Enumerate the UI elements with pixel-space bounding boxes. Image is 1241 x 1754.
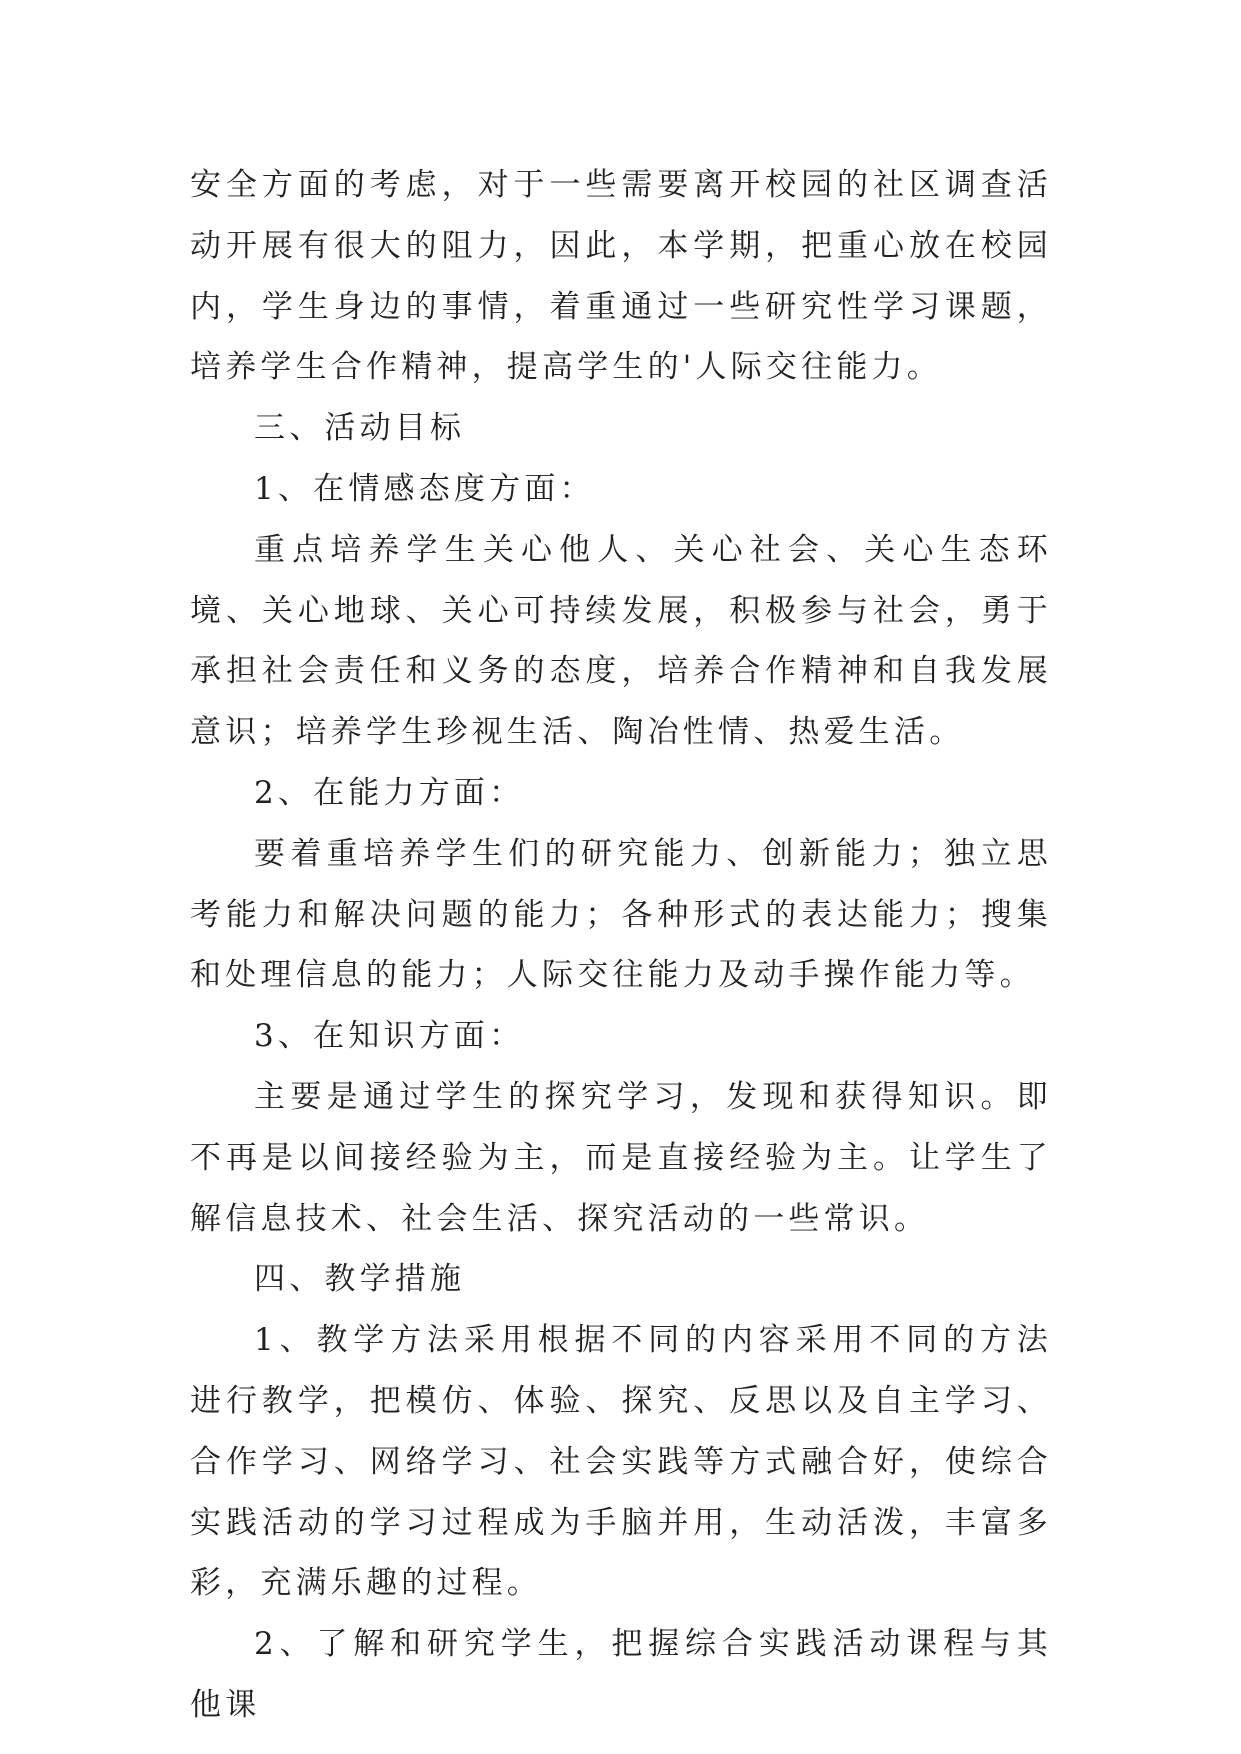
paragraph-emotion-attitude: 重点培养学生关心他人、关心社会、关心生态环境、关心地球、关心可持续发展，积极参与社会，勇于承担社会责任和义务的态度，培养合作精神和自我发展意识；培养学生珍视生活、陶冶性情、热爱生活。 [190, 531, 1052, 751]
heading-activity-goals: 三、活动目标 [254, 410, 466, 447]
subheading-knowledge: 3、在知识方面： [254, 1018, 525, 1055]
document-body [190, 155, 1052, 1736]
paragraph-ability: 要着重培养学生们的研究能力、创新能力；独立思考能力和解决问题的能力；各种形式的表达能力；搜集和处理信息的能力；人际交往能力及动手操作能力等。 [190, 835, 1052, 994]
subheading-emotion-attitude: 1、在情感态度方面： [254, 470, 595, 507]
heading-teaching-measures: 四、教学措施 [254, 1261, 466, 1298]
subheading-ability: 2、在能力方面： [254, 774, 525, 811]
paragraph-understand-students: 2、了解和研究学生，把握综合实践活动课程与其他课 [190, 1626, 1052, 1723]
paragraph-knowledge: 主要是通过学生的探究学习，发现和获得知识。即不再是以间接经验为主，而是直接经验为主。让学生了解信息技术、社会生活、探究活动的一些常识。 [190, 1078, 1052, 1237]
paragraph-teaching-methods: 1、教学方法采用根据不同的内容采用不同的方法进行教学，把模仿、体验、探究、反思以及自主学习、合作学习、网络学习、社会实践等方式融合好，使综合实践活动的学习过程成为手脑并用，生动活泼，丰富多彩，充满乐趣的过程。 [190, 1322, 1052, 1602]
paragraph-safety-considerations: 安全方面的考虑，对于一些需要离开校园的社区调查活动开展有很大的阻力，因此，本学期，把重心放在校园内，学生身边的事情，着重通过一些研究性学习课题，培养学生合作精神，提高学生的'人际交往能力。 [190, 167, 1052, 386]
